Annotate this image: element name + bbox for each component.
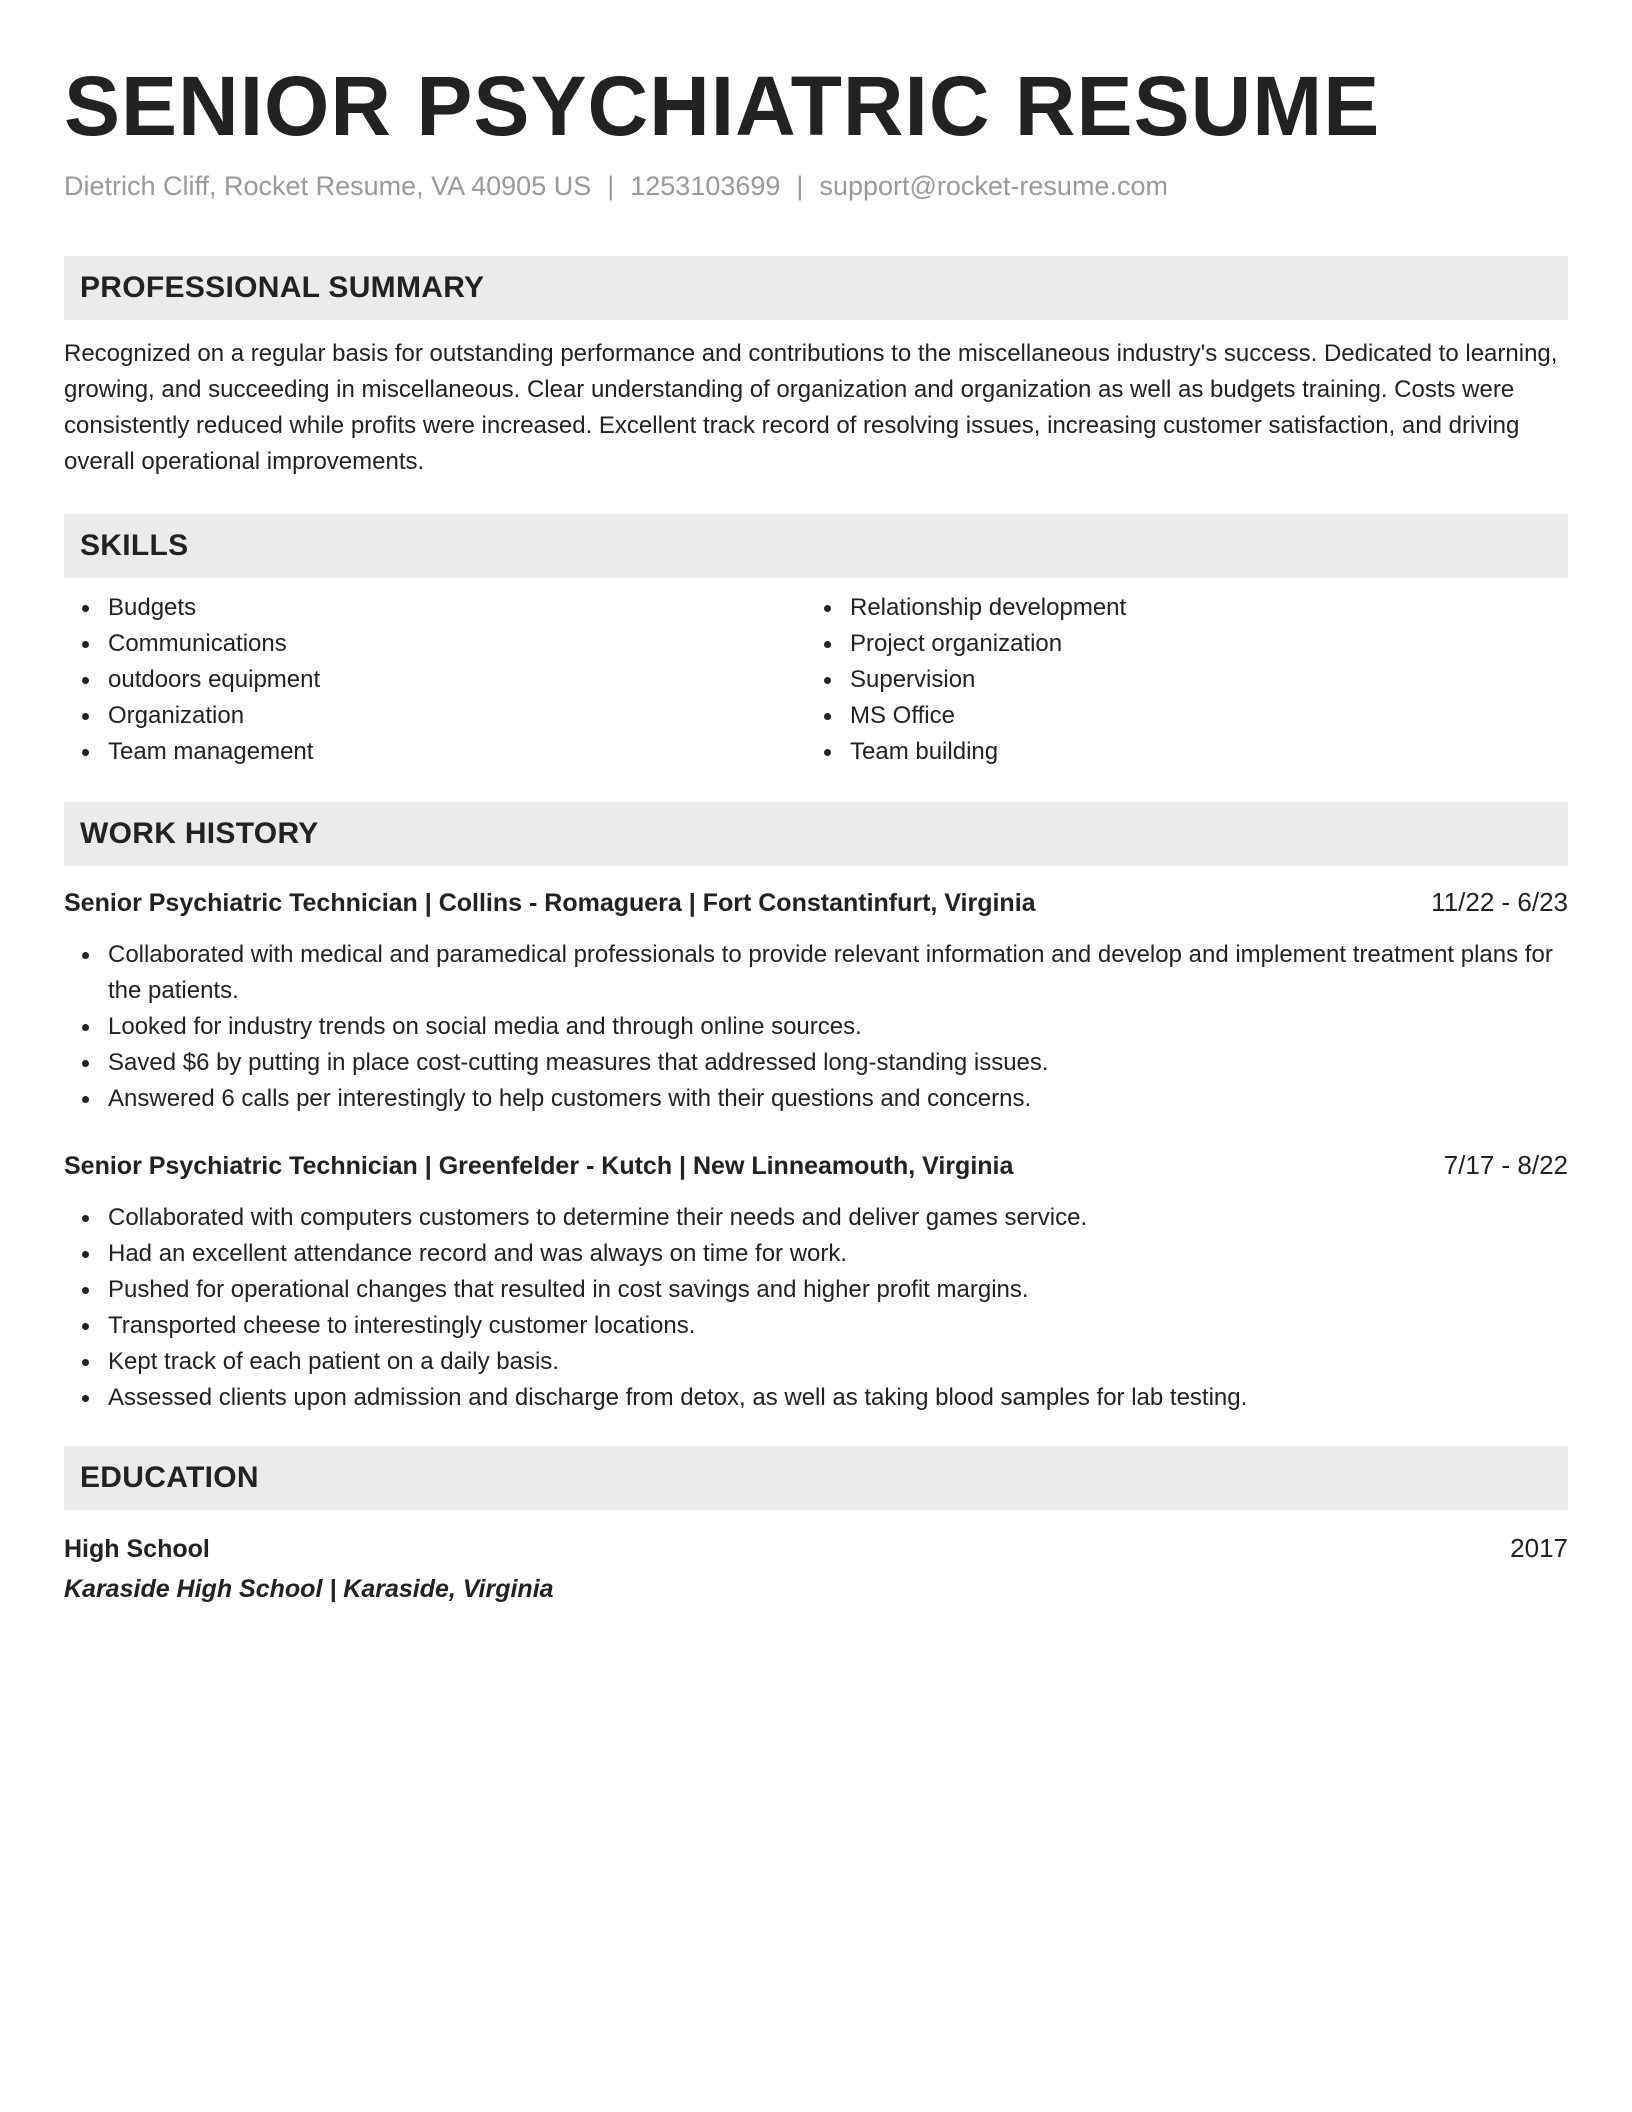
skill-item: Budgets — [108, 590, 806, 626]
contact-line — [64, 168, 1568, 204]
skills-column-right — [806, 590, 1548, 770]
contact-email: support@rocket-resume.com — [819, 171, 1168, 201]
skill-item: Team building — [850, 734, 1548, 770]
education-year: 2017 — [1510, 1533, 1568, 1563]
job-bullet: Had an excellent attendance record and was always on time for work. — [108, 1236, 1568, 1272]
job-bullet: Collaborated with medical and paramedical professionals to provide relevant information and develop and implement treatment plans for the patients. — [108, 937, 1568, 1009]
skills-section-header: SKILLS — [64, 514, 1568, 578]
contact-phone: 1253103699 — [630, 171, 781, 201]
education-section-header: EDUCATION — [64, 1446, 1568, 1510]
job-bullet: Pushed for operational changes that resulted in cost savings and higher profit margins. — [108, 1272, 1568, 1308]
skill-item: Organization — [108, 698, 806, 734]
skill-item: Communications — [108, 626, 806, 662]
job-bullets — [64, 1200, 1568, 1416]
job-title: Senior Psychiatric Technician | Greenfelder - Kutch | New Linneamouth, Virginia — [64, 1152, 1014, 1180]
job-entry — [64, 1147, 1568, 1416]
education-degree: High School — [64, 1535, 210, 1563]
contact-address: Dietrich Cliff, Rocket Resume, VA 40905 US — [64, 171, 592, 201]
job-dates: 11/22 - 6/23 — [1431, 887, 1568, 917]
education-school: Karaside High School | Karaside, Virginia — [64, 1575, 554, 1603]
job-header — [64, 1147, 1568, 1184]
contact-separator: | — [607, 171, 615, 201]
job-header — [64, 884, 1568, 921]
skill-item: Supervision — [850, 662, 1548, 698]
job-bullets — [64, 937, 1568, 1117]
resume-title: SENIOR PSYCHIATRIC RESUME — [64, 59, 1381, 153]
skill-item: Relationship development — [850, 590, 1548, 626]
skill-item: Project organization — [850, 626, 1548, 662]
skill-item: Team management — [108, 734, 806, 770]
job-title: Senior Psychiatric Technician | Collins - Romaguera | Fort Constantinfurt, Virginia — [64, 889, 1036, 917]
job-bullet: Looked for industry trends on social media and through online sources. — [108, 1009, 1568, 1045]
job-bullet: Kept track of each patient on a daily basis. — [108, 1344, 1568, 1380]
job-bullet: Answered 6 calls per interestingly to help customers with their questions and concerns. — [108, 1081, 1568, 1117]
job-bullet: Assessed clients upon admission and discharge from detox, as well as taking blood samples for lab testing. — [108, 1380, 1568, 1416]
work-history-section-header: WORK HISTORY — [64, 802, 1568, 866]
summary-text: Recognized on a regular basis for outstanding performance and contributions to the miscellaneous industry's success. Dedicated to learning, growing, and succeeding in miscellaneous. Clear understanding of organization and organization as well as budgets training. Costs were consistently reduced while profits were increased. Excellent track record of resolving issues, increasing customer satisfaction, and driving overall operational improvements. — [64, 340, 1558, 475]
job-dates: 7/17 - 8/22 — [1443, 1150, 1568, 1180]
skill-item: MS Office — [850, 698, 1548, 734]
skills-list — [64, 590, 1568, 770]
contact-separator: | — [796, 171, 804, 201]
job-bullet: Saved $6 by putting in place cost-cutting measures that addressed long-standing issues. — [108, 1045, 1568, 1081]
skills-column-left — [64, 590, 806, 770]
skill-item: outdoors equipment — [108, 662, 806, 698]
job-bullet: Collaborated with computers customers to determine their needs and deliver games service. — [108, 1200, 1568, 1236]
job-bullet: Transported cheese to interestingly customer locations. — [108, 1308, 1568, 1344]
summary-section-header: PROFESSIONAL SUMMARY — [64, 256, 1568, 320]
education-header — [64, 1530, 1568, 1567]
job-entry — [64, 884, 1568, 1117]
